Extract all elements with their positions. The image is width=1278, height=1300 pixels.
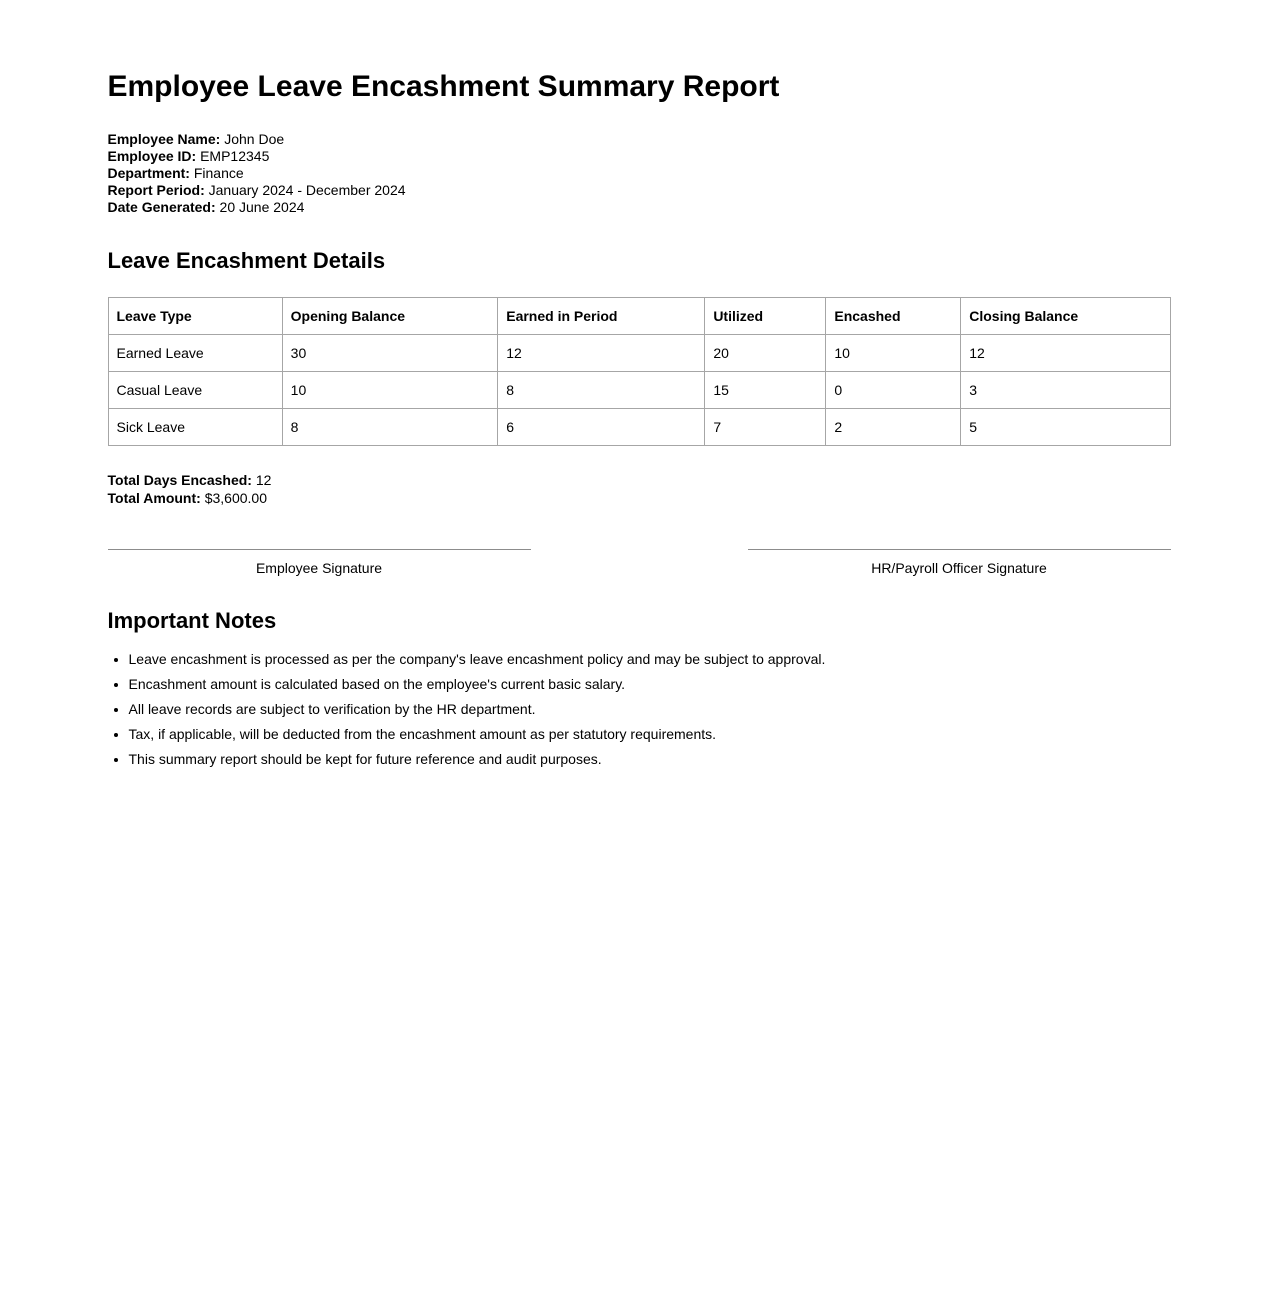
cell-utilized: 7 [705, 408, 826, 445]
leave-details-table [108, 297, 1171, 446]
col-header-encashed: Encashed [826, 297, 961, 334]
cell-closing-balance: 12 [961, 334, 1170, 371]
total-days-encashed [108, 471, 1171, 489]
cell-closing-balance: 5 [961, 408, 1170, 445]
meta-line-employee-name [108, 131, 1171, 148]
meta-label-date-generated: Date Generated: [107, 198, 216, 215]
note-item: • All leave records are subject to verification by the HR department. [129, 701, 1171, 718]
table-row-casual-leave [108, 371, 1170, 408]
meta-label-department: Department: [107, 164, 190, 181]
employee-meta [108, 131, 1171, 216]
cell-encashed: 0 [826, 371, 961, 408]
cell-earned-in-period: 6 [498, 408, 705, 445]
col-header-utilized: Utilized [705, 297, 826, 334]
report-page [108, 0, 1171, 768]
hr-signature-block [748, 549, 1171, 576]
meta-value-report-period: January 2024 - December 2024 [208, 181, 406, 198]
total-amount-value: $3,600.00 [204, 489, 267, 506]
table-row-sick-leave [108, 408, 1170, 445]
table-row-earned-leave [108, 334, 1170, 371]
col-header-leave-type: Leave Type [108, 297, 282, 334]
meta-value-department: Finance [193, 164, 244, 181]
totals-block [108, 471, 1171, 507]
meta-value-employee-id: EMP12345 [200, 147, 270, 164]
cell-opening-balance: 30 [282, 334, 498, 371]
meta-line-date-generated [108, 199, 1171, 216]
total-amount [108, 489, 1171, 507]
cell-closing-balance: 3 [961, 371, 1170, 408]
cell-earned-in-period: 8 [498, 371, 705, 408]
total-days-label: Total Days Encashed: [107, 471, 252, 488]
signature-section [108, 549, 1171, 576]
meta-line-department [108, 165, 1171, 182]
cell-leave-type: Sick Leave [108, 408, 282, 445]
col-header-earned-in-period: Earned in Period [498, 297, 705, 334]
meta-label-report-period: Report Period: [107, 181, 205, 198]
meta-line-employee-id [108, 148, 1171, 165]
total-amount-label: Total Amount: [107, 489, 201, 506]
meta-label-employee-name: Employee Name: [107, 130, 221, 147]
col-header-opening-balance: Opening Balance [282, 297, 498, 334]
total-days-value: 12 [255, 471, 272, 488]
meta-line-report-period [108, 182, 1171, 199]
cell-opening-balance: 8 [282, 408, 498, 445]
employee-signature-block [108, 549, 531, 576]
cell-utilized: 20 [705, 334, 826, 371]
note-item: • Leave encashment is processed as per the company's leave encashment policy and may be subject to approval. [129, 651, 1171, 668]
page-title: Employee Leave Encashment Summary Report [107, 70, 780, 103]
meta-value-employee-name: John Doe [224, 130, 285, 147]
section-heading-leave-details: Leave Encashment Details [107, 247, 386, 273]
employee-signature-label: Employee Signature [255, 559, 383, 576]
notes-list [108, 651, 1171, 768]
cell-encashed: 10 [826, 334, 961, 371]
note-item: • Encashment amount is calculated based on the employee's current basic salary. [129, 676, 1171, 693]
meta-label-employee-id: Employee ID: [107, 147, 197, 164]
hr-signature-label: HR/Payroll Officer Signature [871, 559, 1047, 576]
cell-utilized: 15 [705, 371, 826, 408]
table-header-row [108, 297, 1170, 334]
cell-encashed: 2 [826, 408, 961, 445]
note-item: • This summary report should be kept for future reference and audit purposes. [129, 751, 1171, 768]
note-item: • Tax, if applicable, will be deducted from the encashment amount as per statutory requirements. [129, 726, 1171, 743]
col-header-closing-balance: Closing Balance [961, 297, 1170, 334]
cell-opening-balance: 10 [282, 371, 498, 408]
cell-leave-type: Casual Leave [108, 371, 282, 408]
cell-leave-type: Earned Leave [108, 334, 282, 371]
meta-value-date-generated: 20 June 2024 [219, 198, 305, 215]
section-heading-important-notes: Important Notes [107, 607, 277, 633]
cell-earned-in-period: 12 [498, 334, 705, 371]
